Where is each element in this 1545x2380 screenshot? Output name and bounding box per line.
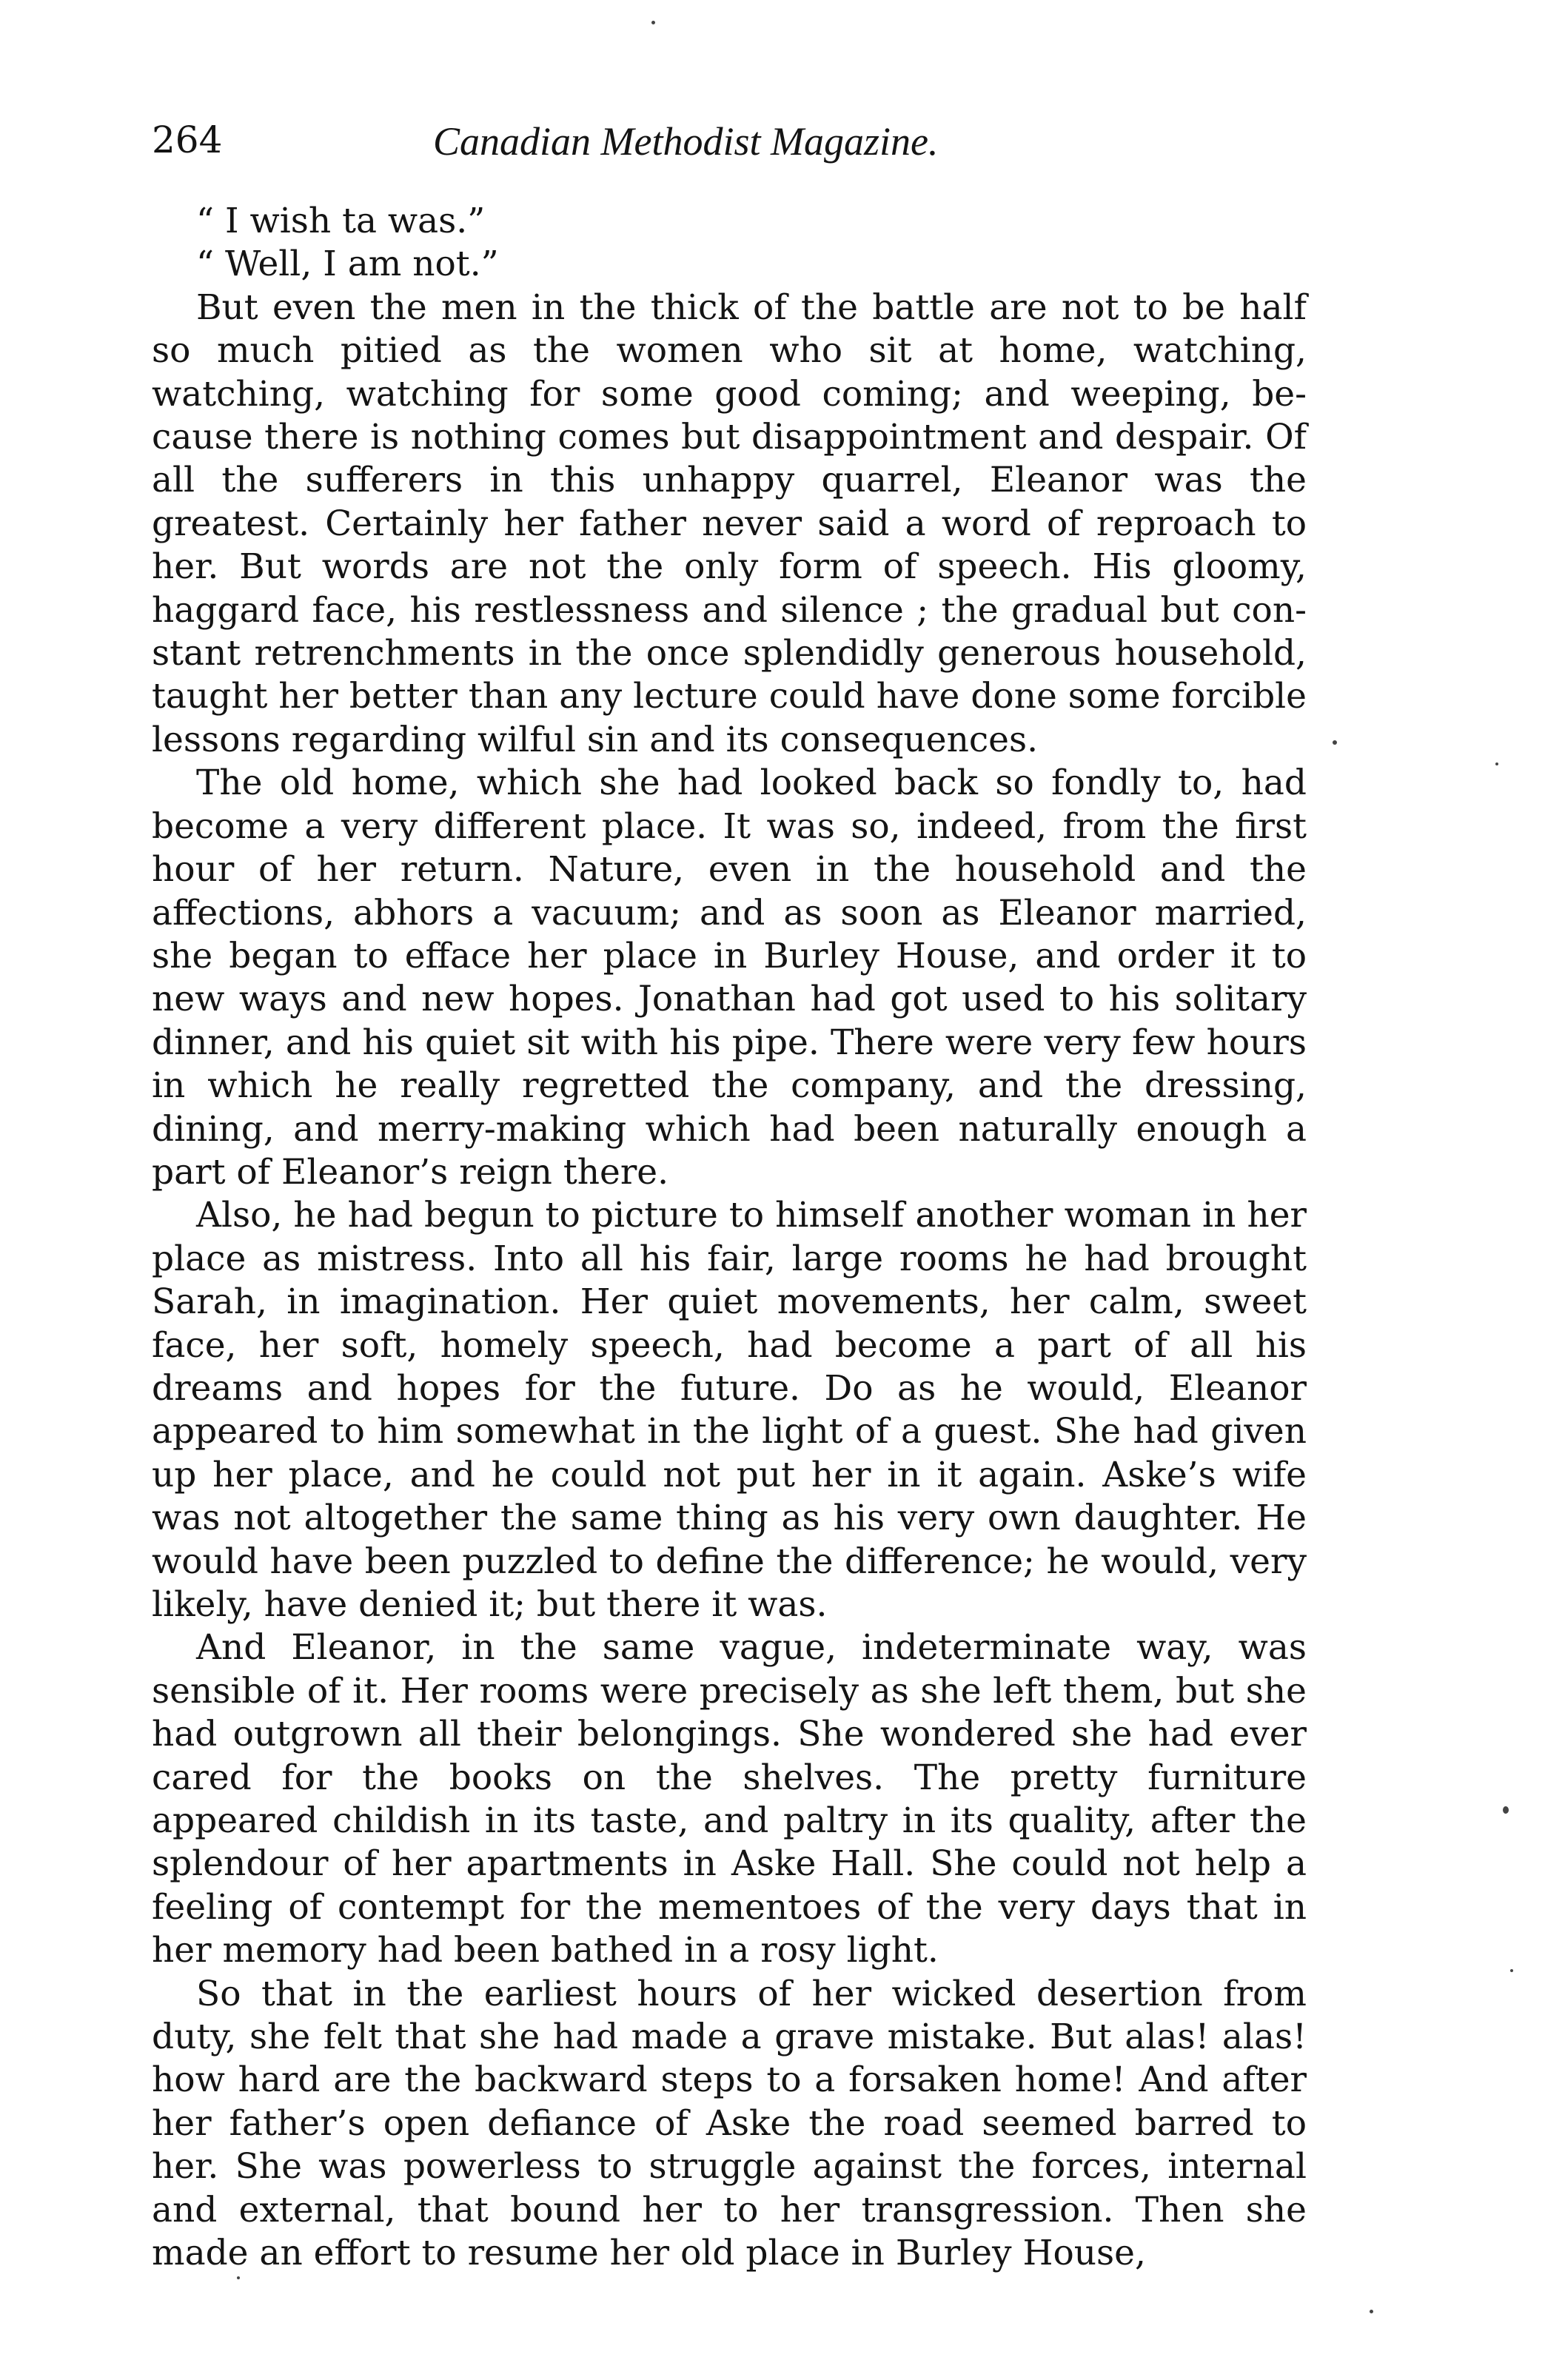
scan-speck	[1510, 1969, 1513, 1972]
paragraph: But even the men in the thick of the battle are not to be half so much pitied as the women who sit at home, watching, watching, watching for some good coming; and weeping, because there is nothing comes but disappointment and despair. Of all the sufferers in this unhappy quarrel, Eleanor was the greatest. Certainly her father never said a word of reproach to her. But words are not the only form of speech. His gloomy, haggard face, his restlessness and silence ; the gradual but constant retrenchments in the once splendidly generous household, taught her better than any lecture could have done some forcible lessons regarding wilful sin and its consequences.	[152, 286, 1307, 760]
paragraph: So that in the earliest hours of her wicked desertion from duty, she felt that she had made a grave mistake. But alas! alas! how hard are the backward steps to a forsaken home! And after her father’s open defiance of Aske the road seemed barred to her. She was powerless to struggle against the forces, internal and external, that bound her to her transgression. Then she made an effort to resume her old place in Burley House,	[152, 1973, 1307, 2274]
paragraph: And Eleanor, in the same vague, indeterminate way, was sensible of it. Her rooms were precisely as she left them, but she had outgrown all their belongings. She wondered she had ever cared for the books on the shelves. The pretty furniture appeared childish in its taste, and paltry in its quality, after the splendour of her apartments in Aske Hall. She could not help a feeling of contempt for the mementoes of the very days that in her memory had been bathed in a rosy light.	[152, 1627, 1307, 1971]
dialogue-line: “ I wish ta was.”	[196, 201, 486, 241]
journal-title: Canadian Methodist Magazine.	[433, 119, 939, 164]
body-text	[152, 200, 1307, 2276]
scan-speck	[1503, 1806, 1509, 1814]
paragraph: The old home, which she had looked back so fondly to, had become a very different place. It was so, indeed, from the first hour of her return. Nature, even in the household and the affections, abhors a vacuum; and as soon as Eleanor married, she began to efface her place in Burley House, and order it to new ways and new hopes. Jonathan had got used to his solitary dinner, and his quiet sit with his pipe. There were very few hours in which he really regretted the company, and the dressing, dining, and merry-making which had been naturally enough a part of Eleanor’s reign there.	[152, 762, 1307, 1193]
page-number: 264	[152, 118, 223, 161]
running-head	[152, 118, 1307, 178]
scan-speck	[1495, 762, 1498, 765]
scan-speck	[651, 21, 655, 24]
page	[152, 118, 1307, 2276]
dialogue-line: “ Well, I am not.”	[196, 244, 499, 285]
scan-speck	[1370, 2310, 1373, 2313]
paragraph: Also, he had begun to picture to himself another woman in her place as mistress. Into all his fair, large rooms he had brought Sarah, in imagination. Her quiet movements, her calm, sweet face, her soft, homely speech, had become a part of all his dreams and hopes for the future. Do as he would, Eleanor appeared to him somewhat in the light of a guest. She had given up her place, and he could not put her in it again. Aske’s wife was not altogether the same thing as his very own daughter. He would have been puzzled to define the difference; he would, very likely, have denied it; but there it was.	[152, 1195, 1307, 1625]
scan-speck	[1333, 740, 1337, 745]
scan-speck	[237, 2276, 240, 2279]
